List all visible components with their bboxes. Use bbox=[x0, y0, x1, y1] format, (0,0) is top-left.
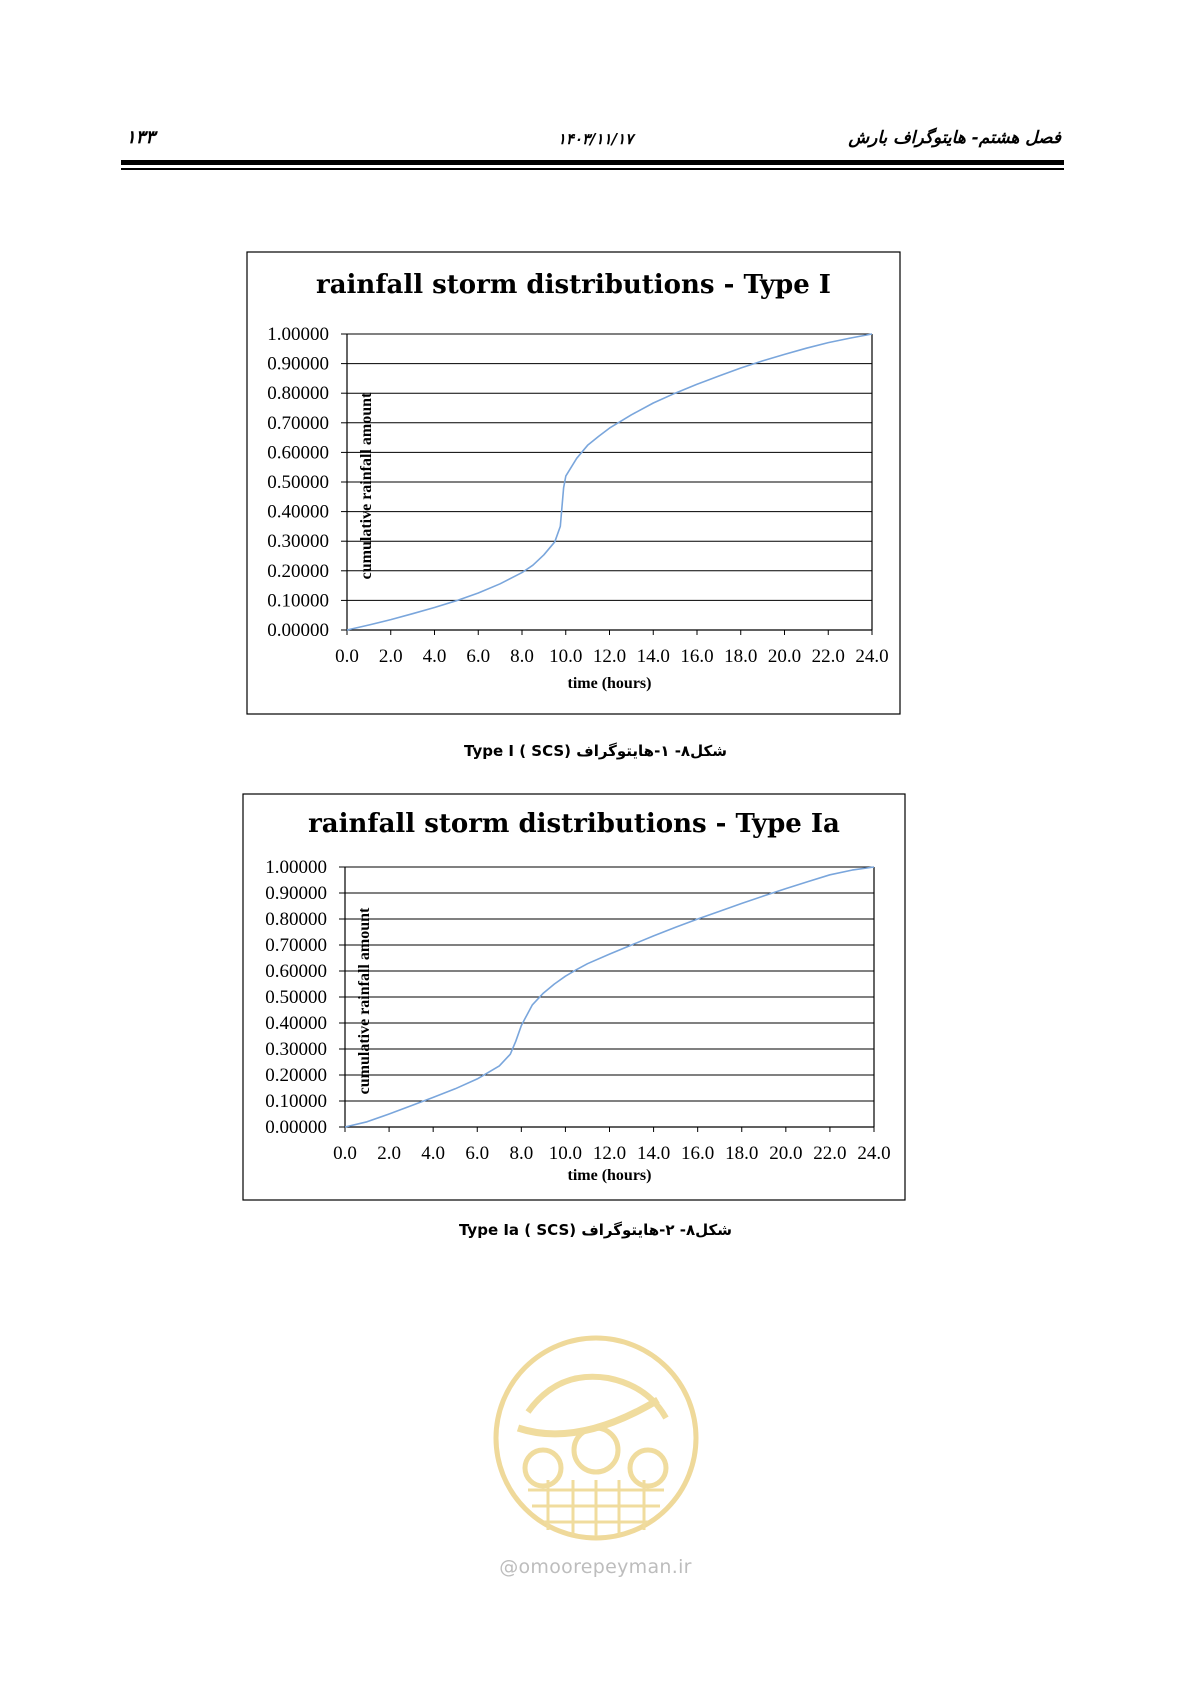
figure-caption-1: شکل۸- ۱-هایتوگراف Type I ( SCS) bbox=[464, 742, 727, 760]
y-tick-label: 0.50000 bbox=[267, 472, 329, 493]
x-tick-label: 6.0 bbox=[465, 1143, 490, 1164]
x-tick-label: 2.0 bbox=[377, 1143, 401, 1164]
x-tick-label: 16.0 bbox=[680, 646, 714, 667]
x-tick-label: 24.0 bbox=[857, 1143, 891, 1164]
x-axis-label: time (hours) bbox=[567, 675, 652, 692]
x-tick-label: 6.0 bbox=[466, 646, 491, 667]
omoorepeyman-logo bbox=[488, 1330, 704, 1546]
y-tick-label: 0.80000 bbox=[265, 909, 327, 930]
x-tick-label: 18.0 bbox=[724, 646, 758, 667]
x-tick-label: 16.0 bbox=[681, 1143, 715, 1164]
header-date: ۱۴۰۳/۱۱/۱۷ bbox=[557, 130, 634, 148]
y-tick-label: 0.20000 bbox=[265, 1065, 327, 1086]
y-tick-label: 0.10000 bbox=[265, 1091, 327, 1112]
x-tick-label: 22.0 bbox=[813, 1143, 847, 1164]
x-tick-label: 4.0 bbox=[421, 1143, 446, 1164]
y-tick-label: 0.60000 bbox=[267, 442, 329, 464]
watermark-url: @omoorepeyman.ir bbox=[499, 1556, 692, 1578]
y-tick-label: 0.80000 bbox=[267, 383, 329, 405]
chapter-title: فصل هشتم- هایتوگراف بارش bbox=[848, 128, 1061, 148]
page-number: ۱۳۳ bbox=[126, 127, 156, 148]
y-tick-label: 0.10000 bbox=[267, 590, 329, 612]
x-tick-label: 18.0 bbox=[725, 1143, 759, 1164]
y-tick-label: 0.70000 bbox=[265, 935, 327, 956]
chart-title: rainfall storm distributions - Type I bbox=[316, 270, 831, 300]
x-tick-label: 10.0 bbox=[549, 646, 583, 667]
chart-title: rainfall storm distributions - Type Ia bbox=[308, 809, 840, 839]
logo-script-stroke bbox=[528, 1377, 666, 1418]
x-tick-label: 4.0 bbox=[422, 646, 447, 667]
y-tick-label: 0.20000 bbox=[267, 560, 329, 582]
x-tick-label: 2.0 bbox=[378, 646, 403, 667]
y-tick-label: 0.00000 bbox=[265, 1117, 327, 1138]
y-tick-label: 1.00000 bbox=[265, 857, 327, 878]
x-tick-label: 8.0 bbox=[510, 646, 534, 667]
x-tick-label: 20.0 bbox=[767, 646, 802, 667]
x-tick-label: 8.0 bbox=[509, 1143, 534, 1164]
x-tick-label: 0.0 bbox=[335, 646, 359, 667]
y-tick-label: 0.70000 bbox=[267, 412, 329, 434]
x-axis-label: time (hours) bbox=[567, 1167, 652, 1184]
y-axis-label: cumulative rainfall amount bbox=[356, 907, 373, 1095]
y-tick-label: 0.30000 bbox=[265, 1039, 327, 1060]
x-tick-label: 14.0 bbox=[636, 646, 670, 667]
x-tick-label: 10.0 bbox=[548, 1143, 583, 1164]
x-tick-label: 14.0 bbox=[636, 1143, 671, 1164]
y-tick-label: 0.50000 bbox=[265, 987, 327, 1008]
x-tick-label: 12.0 bbox=[592, 646, 627, 667]
y-tick-label: 1.00000 bbox=[267, 324, 329, 345]
y-tick-label: 0.40000 bbox=[265, 1013, 327, 1034]
x-tick-label: 20.0 bbox=[769, 1143, 803, 1164]
figure-caption-2: شکل۸- ۲-هایتوگراف Type Ia ( SCS) bbox=[458, 1221, 733, 1239]
y-tick-label: 0.40000 bbox=[267, 501, 329, 523]
y-tick-label: 0.30000 bbox=[267, 531, 329, 553]
y-axis-label: cumulative rainfall amount bbox=[358, 392, 375, 580]
x-tick-label: 0.0 bbox=[333, 1143, 357, 1164]
y-tick-label: 0.90000 bbox=[265, 883, 327, 904]
x-tick-label: 12.0 bbox=[592, 1143, 627, 1164]
logo-grid bbox=[528, 1480, 664, 1536]
x-tick-label: 24.0 bbox=[855, 646, 889, 667]
y-tick-label: 0.00000 bbox=[267, 620, 329, 641]
x-tick-label: 22.0 bbox=[811, 646, 845, 667]
y-tick-label: 0.60000 bbox=[265, 961, 327, 982]
y-tick-label: 0.90000 bbox=[267, 353, 329, 375]
